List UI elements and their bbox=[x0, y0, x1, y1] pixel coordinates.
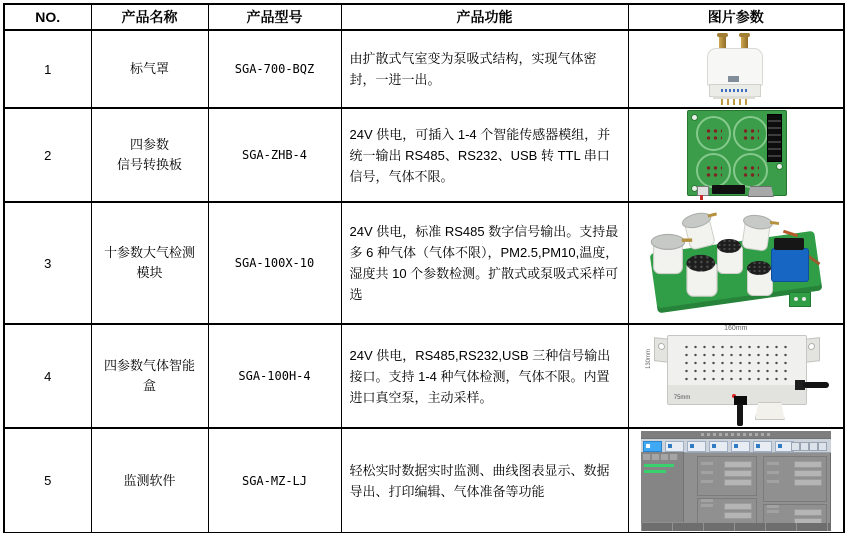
particle-sensor bbox=[686, 263, 717, 297]
product-spec-table bbox=[3, 3, 845, 533]
cell-product-function: 24V 供电，RS485,RS232,USB 三种信号输出接口。支持 1-4 种气体检测，气体不限。内置进口真空泵，主动采样。 bbox=[341, 324, 628, 428]
perforation-grid bbox=[682, 343, 790, 385]
cell-image bbox=[628, 202, 844, 324]
table-row bbox=[4, 202, 844, 324]
table-row bbox=[4, 108, 844, 202]
title-bar bbox=[641, 431, 831, 439]
cell-product-model: SGA-700-BQZ bbox=[208, 30, 341, 108]
column-header-image-params: 图片参数 bbox=[628, 4, 844, 30]
cell-image bbox=[628, 108, 844, 202]
toolbar-button bbox=[709, 441, 728, 452]
toolbar bbox=[641, 439, 831, 453]
usb-connector bbox=[697, 186, 709, 196]
table-row bbox=[4, 428, 844, 533]
sensor-socket bbox=[696, 153, 731, 188]
cell-product-name: 四参数气体智能 盒 bbox=[91, 324, 208, 428]
product-photo-smart-box bbox=[643, 326, 829, 426]
cell-product-function: 24V 供电，可插入 1-4 个智能传感器模组，并统一输出 RS485、RS232、USB 转 TTL 串口信号，气体不限。 bbox=[341, 108, 628, 202]
cell-product-model: SGA-ZHB-4 bbox=[208, 108, 341, 202]
metal-enclosure bbox=[667, 335, 807, 405]
power-cable bbox=[803, 382, 829, 388]
cell-product-name: 标气罩 bbox=[91, 30, 208, 108]
red-wire bbox=[700, 195, 703, 200]
sensor-socket bbox=[733, 116, 768, 151]
brass-fitting bbox=[719, 34, 726, 49]
product-photo-gas-hood bbox=[671, 32, 801, 106]
dimension-label-top: 160mm bbox=[724, 325, 748, 332]
terminal-block bbox=[767, 114, 782, 162]
dimension-label-left: 130mm bbox=[645, 348, 652, 370]
cell-no: 2 bbox=[4, 108, 91, 202]
hood-logo bbox=[728, 76, 739, 82]
cell-no: 3 bbox=[4, 202, 91, 324]
cell-image bbox=[628, 324, 844, 428]
table-row bbox=[4, 30, 844, 108]
cell-product-model: SGA-MZ-LJ bbox=[208, 428, 341, 533]
form-group bbox=[763, 504, 827, 524]
column-header-product-function: 产品功能 bbox=[341, 4, 628, 30]
cell-image bbox=[628, 428, 844, 533]
table-row bbox=[4, 324, 844, 428]
toolbar-button bbox=[687, 441, 706, 452]
cell-product-function: 由扩散式气室变为泵吸式结构，实现气体密封，一进一出。 bbox=[341, 30, 628, 108]
cell-no: 4 bbox=[4, 324, 91, 428]
cell-no: 5 bbox=[4, 428, 91, 533]
cell-product-name: 监测软件 bbox=[91, 428, 208, 533]
status-bar bbox=[641, 523, 831, 531]
particle-sensor bbox=[717, 246, 743, 274]
cell-product-model: SGA-100H-4 bbox=[208, 324, 341, 428]
toolbar-mini-button bbox=[809, 442, 818, 451]
cell-no: 1 bbox=[4, 30, 91, 108]
gas-sensor bbox=[653, 242, 683, 274]
toolbar-mini-button bbox=[791, 442, 800, 451]
particle-sensor bbox=[747, 268, 773, 296]
cell-product-name: 十参数大气检测 模块 bbox=[91, 202, 208, 324]
terminal-block bbox=[789, 292, 811, 307]
cable bbox=[737, 404, 743, 426]
toolbar-button bbox=[643, 441, 662, 452]
brass-fitting bbox=[741, 34, 748, 49]
cell-product-function: 轻松实时数据实时监测、曲线图表显示、数据导出、打印编辑、气体准备等功能 bbox=[341, 428, 628, 533]
software-screenshot bbox=[641, 431, 831, 531]
toolbar-mini-button bbox=[800, 442, 809, 451]
sensor-socket bbox=[696, 116, 731, 151]
pin-connector bbox=[712, 185, 745, 194]
form-group bbox=[697, 456, 757, 496]
db9-connector bbox=[755, 402, 785, 420]
device-list-panel bbox=[641, 452, 684, 522]
toolbar-button bbox=[665, 441, 684, 452]
cell-product-name: 四参数 信号转换板 bbox=[91, 108, 208, 202]
db9-connector bbox=[748, 186, 774, 197]
cell-product-model: SGA-100X-10 bbox=[208, 202, 341, 324]
form-group bbox=[763, 456, 827, 502]
column-header-product-name: 产品名称 bbox=[91, 4, 208, 30]
form-group bbox=[697, 498, 757, 524]
pm-sensor-box bbox=[771, 248, 809, 282]
toolbar-mini-button bbox=[818, 442, 827, 451]
header-row bbox=[4, 4, 844, 30]
toolbar-button bbox=[731, 441, 750, 452]
column-header-no: NO. bbox=[4, 4, 91, 30]
product-photo-detection-module bbox=[643, 208, 829, 318]
dimension-label-front: 75mm bbox=[673, 395, 691, 401]
pcb-board bbox=[687, 110, 787, 196]
cell-product-function: 24V 供电，标准 RS485 数字信号输出。支持最多 6 种气体（气体不限），PM2.5,PM10,温度，湿度共 10 个参数检测。扩散式或泵吸式采样可选 bbox=[341, 202, 628, 324]
gas-sensor bbox=[741, 220, 771, 251]
product-photo-converter-board bbox=[682, 110, 790, 200]
sensor-socket bbox=[733, 153, 768, 188]
toolbar-button bbox=[753, 441, 772, 452]
cell-image bbox=[628, 30, 844, 108]
column-header-product-model: 产品型号 bbox=[208, 4, 341, 30]
